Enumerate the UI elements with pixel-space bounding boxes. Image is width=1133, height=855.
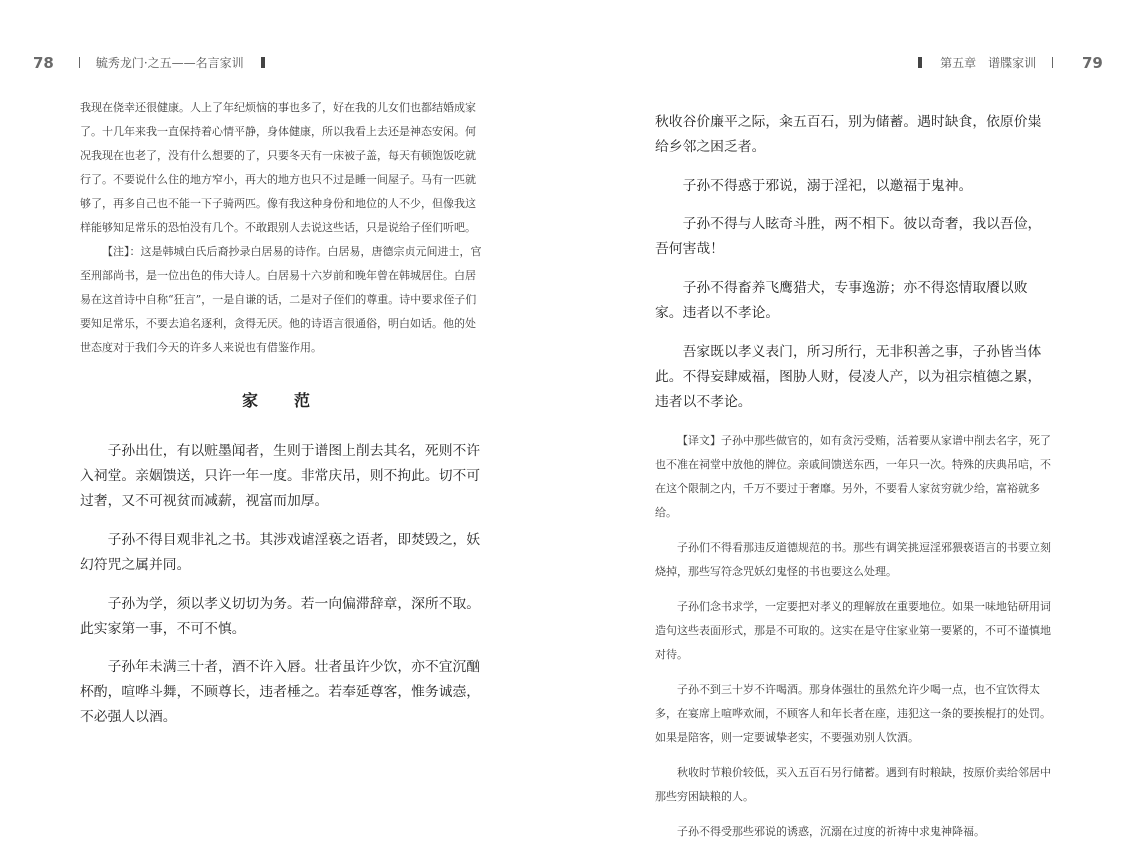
section-title: 家 范 <box>241 391 320 410</box>
divider <box>79 57 80 68</box>
classical-paragraph: 子孙出仕，有以赃墨闻者，生则于谱图上削去其名，死则不许入祠堂。亲姻馈送，只许一年一度。非常庆吊，则不拘此。切不可过奢，又不可视贫而减薪，视富而加厚。 <box>80 443 481 509</box>
translation-paragraph: 子孙们不得看那违反道德规范的书。那些有调笑挑逗淫邪猥亵语言的书要立刻烧掉，那些写符念咒妖幻鬼怪的书也要这么处理。 <box>655 540 1051 578</box>
translation-paragraph: 秋收时节粮价较低，买入五百石另行储蓄。遇到有时粮缺，按原价卖给邻居中那些穷困缺粮的人。 <box>655 765 1051 803</box>
classical-text-block <box>80 439 482 730</box>
classical-paragraph: 子孙不得目观非礼之书。其涉戏谑淫亵之语者，即焚毁之，妖幻符咒之属并同。 <box>80 531 481 573</box>
right-page-body <box>655 96 1055 855</box>
classical-paragraph: 秋收谷价廉平之际，籴五百石，别为储蓄。遇时缺食，依原价粜给乡邻之困乏者。 <box>655 113 1042 155</box>
classical-paragraph: 子孙不得惑于邪说，溺于淫祀，以邀福于鬼神。 <box>682 177 973 194</box>
translation-paragraph: 子孙不得受那些邪说的诱惑，沉溺在过度的祈祷中求鬼神降福。 <box>677 824 985 838</box>
paragraph: 我现在侥幸还很健康。人上了年纪烦恼的事也多了，好在我的儿女们也都结婚成家了。十几年来我一直保持着心情平静，身体健康，所以我看上去还是神态安闲。何况我现在也老了，没有什么想要的了，只要冬天有一床被子盖，每天有顿饱饭吃就行了。不要说什么住的地方窄小，再大的地方也只不过是睡一间屋子。马有一匹就够了，再多自己也不能一下子骑两匹。像有我这种身份和地位的人不少，但像我这样能够知足常乐的恐怕没有几个。不敢跟别人去说这些话，只是说给子侄们听吧。 <box>80 101 476 234</box>
translation-block <box>655 429 1055 844</box>
classical-paragraph: 吾家既以孝义表门，所习所行，无非积善之事，子孙皆当体此。不得妄肆威福，图胁人财，侵凌人产，以为祖宗植德之累，违者以不孝论。 <box>655 343 1042 410</box>
translation-paragraph: 子孙们念书求学，一定要把对孝义的理解放在重要地位。如果一味地钻研用词造句这些表面形式，那是不可取的。这实在是守住家业第一要紧的，不可不谨慎地对待。 <box>655 599 1051 661</box>
running-head-left <box>79 54 265 71</box>
translation-paragraph: 【译文】子孙中那些做官的，如有贪污受贿，活着要从家谱中削去名字，死了也不准在祠堂中放他的牌位。亲戚间馈送东西，一年只一次。特殊的庆典吊唁，不在这个限制之内，千万不要过于奢靡。另外，不要看人家贫穷就少给，富裕就多给。 <box>655 433 1051 519</box>
classical-paragraph: 子孙不得与人眩奇斗胜，两不相下。彼以奇奢，我以吾俭，吾何害哉！ <box>655 216 1042 258</box>
running-head-title: 毓秀龙门·之五——名言家训 <box>95 56 244 70</box>
modern-text-block <box>80 96 482 360</box>
translation-paragraph: 子孙不到三十岁不许喝酒。那身体强壮的虽然允许少喝一点，也不宜饮得太多，在宴席上喧哗欢闹，不顾客人和年长者在座，违犯这一条的要挨棍打的处罚。如果是陪客，则一定要诚挚老实，不要强劝别人饮酒。 <box>655 682 1051 744</box>
marker <box>918 57 922 68</box>
running-head-title: 第五章 谱牒家训 <box>940 56 1037 70</box>
classical-text-block <box>655 110 1055 415</box>
left-page-body <box>80 96 482 744</box>
page-number-right: 79 <box>1082 54 1103 72</box>
marker <box>261 57 265 68</box>
running-head-right <box>918 54 1053 71</box>
page-number-left: 78 <box>33 54 54 72</box>
annotation-paragraph: 【注】：这是韩城白氏后裔抄录白居易的诗作。白居易，唐德宗贞元间进士，官至刑部尚书，是一位出色的伟大诗人。白居易十六岁前和晚年曾在韩城居住。白居易在这首诗中自称“狂言”，一是自谦的话，二是对子侄们的尊重。诗中要求侄子们要知足常乐，不要去追名逐利，贪得无厌。他的诗语言很通俗，明白如话。他的处世态度对于我们今天的许多人来说也有借鉴作用。 <box>80 245 482 354</box>
classical-paragraph: 子孙不得畜养飞鹰猎犬，专事逸游；亦不得恣情取餍以败家。违者以不孝论。 <box>655 280 1028 322</box>
classical-paragraph: 子孙为学，须以孝义切切为务。若一向偏滞辞章，深所不取。此实家第一事，不可不慎。 <box>80 595 481 637</box>
classical-paragraph: 子孙年未满三十者，酒不许入唇。壮者虽许少饮，亦不宜沉酗杯酌，喧哗斗舞，不顾尊长，违者棰之。若奉延尊客，惟务诚悫，不必强人以酒。 <box>80 659 481 726</box>
divider <box>1052 57 1053 68</box>
